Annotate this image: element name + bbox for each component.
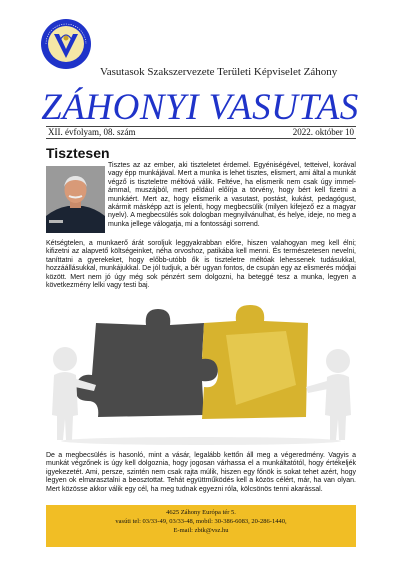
footer-email[interactable]: E-mail: zbtk@vsz.hu bbox=[173, 527, 229, 534]
article-paragraph-1: Tisztes az az ember, aki tiszteletet érdemel. Egyéniségével, tetteivel, korával vagy épp munkájával. Mert a munka is lehet tisztes, elismert, ami által a munkát végző is tiszteletre méltóvá válik. Feltéve, ha elismerik nem csak úgy immel-ámmal, muszájból, mert például előírja a törvény, hogy bért kell fizetni a munkáért. Mert az, hogy elismerik a vasutast, postást, kukást, pedagógust, akármit másképp azt is jelenti, hogy megbecsülik (milyen kifejező ez a magyar nyelv). A megbecsülés sok dologban megnyilvánulhat, és helye, ideje, no meg a munka jellege válogatja, mi a fontossági sorrend. bbox=[108, 162, 356, 228]
author-photo bbox=[46, 166, 105, 233]
union-logo bbox=[40, 18, 92, 70]
footer-address: 4625 Záhony Európa tér 5. bbox=[166, 509, 236, 516]
contact-footer bbox=[46, 505, 356, 547]
issue-date: 2022. október 10 bbox=[292, 127, 354, 137]
organization-name: Vasutasok Szakszervezete Területi Képviselet Záhony bbox=[100, 66, 338, 78]
masthead-title: ZÁHONYI VASUTAS bbox=[41, 87, 359, 128]
article-paragraph-3: De a megbecsülés is hasonló, mint a vásár, legalább kettőn áll meg a végeredmény. Vagyis a munkát végzőnek is úgy kell dolgoznia, hogy jogosan várhassa el a munkáltatótól, hogy értékeljék igyekezetét. Ami, persze, szintén nem csak rajta múlik, hiszen egy főnök is sokat tehet azért, hogy legyen ok elmarasztalni a beosztottat. Tehát együttműködés kell a közös célért, már, ha van olyan. Mert közösse akkor válik egy cél, ha meg tudnak egyezni róla, kölcsönös tenni akarással. bbox=[46, 452, 356, 493]
article-paragraph-2: Kétségtelen, a munkaerő árát soroljuk leggyakrabban előre, hiszen valahogyan meg kell élni; kifizetni az alapvető költségeinket, néha orvoshoz, patikába kell menni. És természetesen nevelni, taníttatni a gyerekeket, hogy előbb-utóbb ők is tiszteletre méltóak lehessenek tudásukkal, hozzáállásukkal, munkájukkal. De jól tudjuk, a bér ugyan fontos, de csupán egy az elismerés módjai között. Mert nem jó úgy még sok pénzért sem dolgozni, ha beteggé tesz a munka, legyen a következmény lelki vagy testi baj. bbox=[46, 240, 356, 290]
issue-number: XII. évfolyam, 08. szám bbox=[48, 127, 136, 137]
footer-phones: vasúti tel: 03/33-49, 03/33-48, mobil: 30-386-6083, 20-286-1440, bbox=[115, 518, 287, 525]
issue-bar bbox=[46, 126, 356, 139]
puzzle-illustration bbox=[46, 295, 356, 447]
article-title: Tisztesen bbox=[46, 145, 110, 161]
